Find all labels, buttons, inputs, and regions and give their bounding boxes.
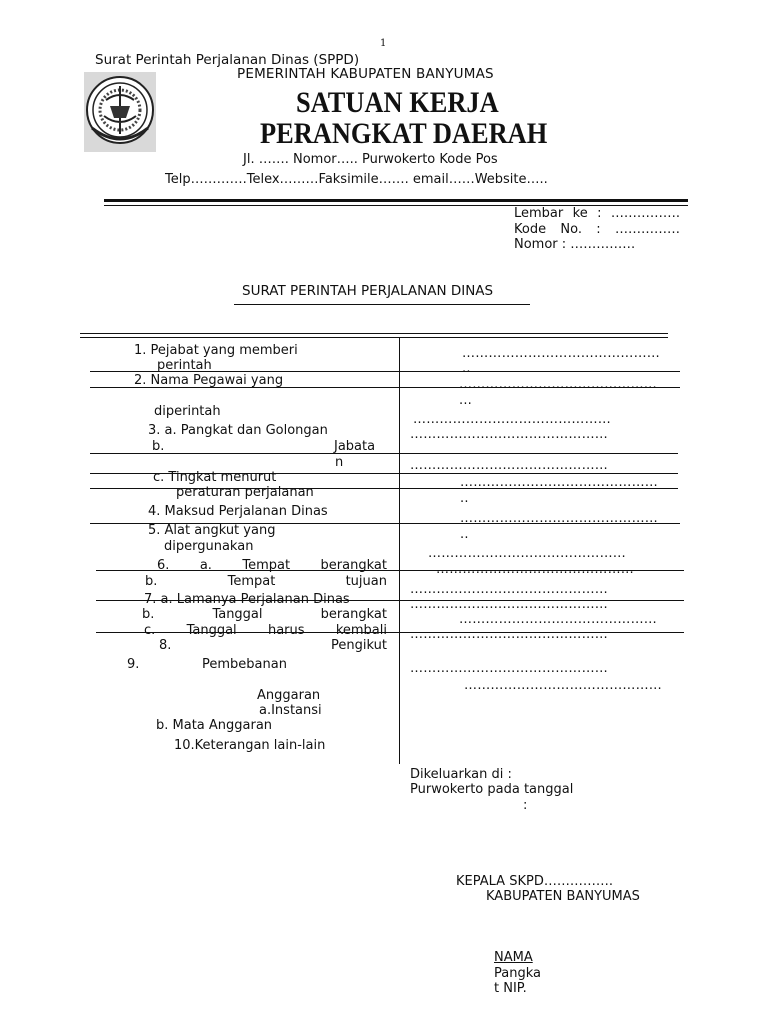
- field-2-label-cont: diperintah: [154, 404, 221, 419]
- field-3b-label-word: Jabata: [334, 439, 376, 454]
- form-heading: SURAT PERINTAH PERJALANAN DINAS: [242, 283, 494, 299]
- field-7b-label: b. Tanggal berangkat: [142, 607, 387, 622]
- contact-line: Telp………….Telex………Faksimile……. email……Website…..: [165, 172, 548, 187]
- reference-block: Lembar ke : ……………. Kode No. : …………… Nomor : ……………: [514, 206, 680, 252]
- government-name: PEMERINTAH KABUPATEN BANYUMAS: [237, 66, 494, 82]
- letterhead-rule-thick: [104, 199, 688, 202]
- field-2-label: 2. Nama Pegawai yang: [134, 373, 284, 388]
- field-10-label: 10.Keterangan lain-lain: [174, 738, 326, 753]
- field-7b-value[interactable]: ………………………………………: [410, 597, 608, 612]
- field-3c-value[interactable]: ………………………………………: [410, 458, 608, 473]
- field-9a-label: a.Instansi: [259, 703, 322, 718]
- signatory-rank: Pangka: [494, 966, 541, 981]
- signatory-nip: t NIP.: [494, 981, 527, 996]
- document-title: Surat Perintah Perjalanan Dinas (SPPD): [95, 52, 360, 68]
- field-9b-label: b. Mata Anggaran: [156, 718, 273, 733]
- field-5-label: 5. Alat angkut yang: [148, 523, 276, 538]
- field-4-value[interactable]: ………………………………………: [460, 475, 658, 490]
- field-3b-label-end: n: [335, 455, 344, 470]
- regency-seal-icon: [84, 72, 156, 152]
- field-7a-value[interactable]: ………………………………………: [410, 582, 608, 597]
- field-3c-label-cont: peraturan perjalanan: [176, 485, 314, 500]
- field-7c-label: c. Tanggal harus kembali: [144, 623, 387, 638]
- issue-date-colon: :: [523, 798, 528, 813]
- field-2-value-cont[interactable]: ...: [459, 393, 472, 408]
- field-3a-value[interactable]: ………………………………………: [413, 412, 611, 427]
- field-7c-value[interactable]: ………………………………………: [459, 612, 657, 627]
- table-top-rule-inner: [80, 337, 668, 338]
- field-6b-value[interactable]: ………………………………………: [436, 562, 634, 577]
- heading-underline: [234, 304, 530, 305]
- field-6a-value[interactable]: ………………………………………: [428, 546, 626, 561]
- signatory-region: KABUPATEN BANYUMAS: [486, 889, 640, 904]
- field-9-number: 9.: [127, 657, 140, 672]
- field-5-value-cont[interactable]: ..: [460, 527, 469, 542]
- field-4-value-cont[interactable]: ..: [460, 491, 469, 506]
- table-column-divider: [399, 337, 400, 764]
- field-6a-label: 6. a. Tempat berangkat: [157, 558, 387, 573]
- field-3b-label: b.: [152, 439, 165, 454]
- field-1-label-cont: perintah: [157, 358, 212, 373]
- field-3c-label: c. Tingkat menurut: [153, 470, 277, 485]
- address-line: Jl. ……. Nomor….. Purwokerto Kode Pos: [243, 152, 498, 167]
- field-8-label: 8. Pengikut: [159, 638, 387, 653]
- field-8-value[interactable]: ………………………………………: [410, 627, 608, 642]
- signatory-title: KEPALA SKPD…………….: [456, 874, 613, 889]
- field-5-value[interactable]: ………………………………………: [460, 511, 658, 526]
- field-2-value[interactable]: ………………………………………: [459, 377, 657, 392]
- page-number: 1: [380, 38, 387, 49]
- field-1-value-cont[interactable]: ..: [462, 361, 471, 376]
- field-1-value[interactable]: ………………………………………: [462, 346, 660, 361]
- field-9-label: Pembebanan: [202, 657, 287, 672]
- issued-at: Dikeluarkan di :: [410, 767, 512, 782]
- field-5-label-cont: dipergunakan: [164, 539, 254, 554]
- field-6b-label: b. Tempat tujuan: [145, 574, 387, 589]
- issue-date-line: Purwokerto pada tanggal: [410, 782, 574, 797]
- field-3a-label: 3. a. Pangkat dan Golongan: [148, 423, 328, 438]
- field-3b-value[interactable]: ………………………………………: [410, 427, 608, 442]
- field-4-label: 4. Maksud Perjalanan Dinas: [148, 504, 328, 519]
- field-1-label: 1. Pejabat yang memberi: [134, 343, 298, 358]
- table-top-rule: [80, 333, 668, 334]
- field-9-label-cont: Anggaran: [257, 688, 321, 703]
- signatory-name: NAMA: [494, 950, 533, 965]
- row-line: [90, 453, 678, 454]
- field-9b-value[interactable]: ………………………………………: [464, 678, 662, 693]
- unit-title-line1: SATUAN KERJA: [296, 86, 499, 119]
- field-9a-value[interactable]: ………………………………………: [410, 661, 608, 676]
- field-7a-label: 7. a. Lamanya Perjalanan Dinas: [144, 592, 350, 607]
- unit-title-line2: PERANGKAT DAERAH: [260, 117, 548, 150]
